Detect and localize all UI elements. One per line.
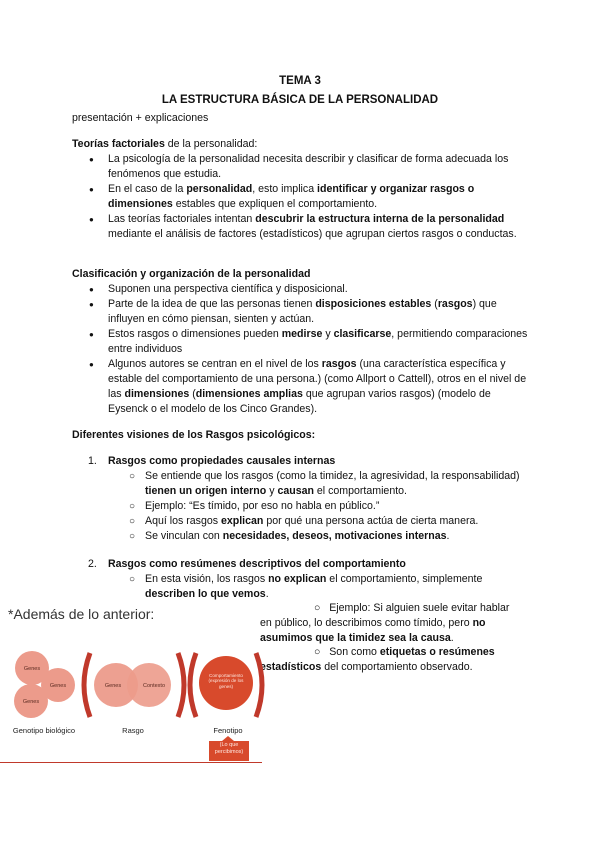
bracket-right [256, 653, 262, 717]
figure-caption: *Además de lo anterior: [8, 606, 155, 622]
item1-title: Rasgos como propiedades causales internas [108, 455, 336, 467]
list-item: ● La psicología de la personalidad necesita describir y clasificar de forma adecuada los fenómenos que estudia. [89, 152, 529, 182]
sub-item: ○ Se entiende que los rasgos (como la timidez, la agresividad, la responsabilidad) tienen un origen interno y causan el comportamiento. [129, 469, 530, 499]
bullet-list-clasificacion [89, 282, 529, 417]
genotype-phenotype-diagram [0, 635, 265, 763]
sub-item: ○ En esta visión, los rasgos no explican el comportamiento, simplemente describen lo que vemos. [129, 572, 530, 602]
gene-label: Genes [22, 699, 40, 705]
label-fenotipo: Fenotipo [213, 726, 243, 735]
label-rasgo: Rasgo [122, 726, 144, 735]
list-item: ● Algunos autores se centran en el nivel de los rasgos (una característica específica y estable del comportamiento de una persona.) (como Allport o Cattell), otros en el nivel de las dimensiones (dimensiones amplias que agrupan varios rasgos) (modelo de Eysenck o el modelo de los Cinco Grandes). [89, 357, 529, 417]
callout-text-box [210, 742, 248, 760]
list-item: ● Estos rasgos o dimensiones pueden medirse y clasificarse, permitiendo comparaciones entre individuos [89, 327, 529, 357]
divider [0, 762, 262, 763]
gene-label: Genes [23, 666, 41, 672]
sub-item: ○ Ejemplo: “Es tímido, por eso no habla en público.” [129, 499, 530, 514]
behavior-label: Comportamiento (expresión de los genes) [208, 673, 244, 689]
list-number: 1. [88, 455, 97, 467]
list-item: ● Parte de la idea de que las personas tienen disposiciones estables (rasgos) que influyen en cómo piensan, sienten y actúan. [89, 297, 529, 327]
sub-item: ○ Ejemplo: Si alguien suele evitar hablar en público, lo describimos como tímido, pero no asumimos que la timidez sea la causa. [260, 602, 510, 644]
bracket-left [84, 653, 90, 717]
label-genotipo: Genotipo biológico [12, 726, 76, 735]
section-heading-clasificacion: Clasificación y organización de la personalidad [72, 268, 311, 280]
item2-title: Rasgos como resúmenes descriptivos del comportamiento [108, 558, 406, 570]
gene-label: Genes [49, 683, 67, 689]
list-item: ● Suponen una perspectiva científica y disposicional. [89, 282, 529, 297]
list-number: 2. [88, 558, 97, 570]
bracket-right [178, 653, 184, 717]
subtitle: presentación + explicaciones [72, 112, 209, 124]
list-item: ● Las teorías factoriales intentan descubrir la estructura interna de la personalidad mediante el análisis de factores (estadísticos) que agrupan ciertos rasgos o conductas. [89, 212, 529, 242]
callout-arrow [222, 736, 234, 741]
sub-item: ○ Son como etiquetas o resúmenes estadísticos del comportamiento observado. [260, 646, 495, 673]
section-heading-visiones: Diferentes visiones de los Rasgos psicológicos: [72, 429, 316, 441]
bullet-list-teorias [89, 152, 529, 242]
callout-text: (Lo que percibimos) [214, 742, 244, 755]
sub-item: ○ Aquí los rasgos explican por qué una persona actúa de cierta manera. [129, 514, 530, 529]
bracket-left [190, 653, 196, 717]
context-label: Contexto [142, 683, 166, 689]
section-heading-teorias: Teorías factoriales de la personalidad: [72, 138, 258, 150]
gene-label: Genes [104, 683, 122, 689]
page-title: LA ESTRUCTURA BÁSICA DE LA PERSONALIDAD [161, 94, 439, 106]
list-item: ● En el caso de la personalidad, esto implica identificar y organizar rasgos o dimensiones estables que expliquen el comportamiento. [89, 182, 529, 212]
sub-item: ○ Se vinculan con necesidades, deseos, motivaciones internas. [129, 529, 530, 544]
behavior-label-box [204, 673, 248, 697]
topic-number: TEMA 3 [279, 75, 321, 87]
